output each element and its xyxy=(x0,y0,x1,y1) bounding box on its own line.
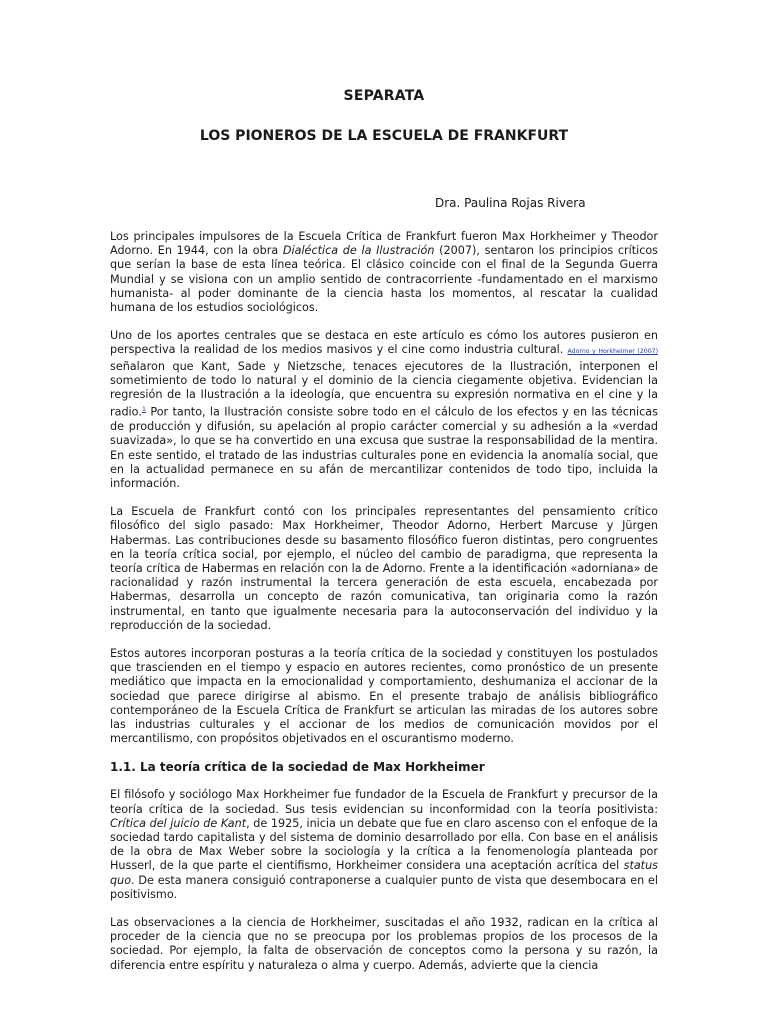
paragraph-2: Uno de los aportes centrales que se destaca en este artículo es cómo los autores pusieron en perspectiva la realidad de los medios masivos y el cine como industria cultural. Adorno y Horkheimer (2007) señalaron que Kant, Sade y Nietzsche, tenaces ejecutores de la Ilustración, interponen el sometimiento de todo lo natural y el dominio de la ciencia ciegamente objetiva. Evidencian la regresión de la Ilustración a la ideología, que encuentra su expresión normativa en el cine y la radio.$^1$ Por tanto, la Ilustración consiste sobre todo en el cálculo de los efectos y en las técnicas de producción y difusión, su apelación al propio carácter comercial y su adhesión a la «verdad suavizada», lo que se ha convertido en una excusa que sustrae la responsabilidad de la mentira. En este sentido, el tratado de las industrias culturales pone en evidencia la anomalía social, que en la actualidad permanece en su afán de mercantilizar contenidos de todo tipo, incluida la información. xyxy=(110,329,658,490)
paragraph-3: La Escuela de Frankfurt contó con los principales representantes del pensamiento crítico filosófico del siglo pasado: Max Horkheimer, Theodor Adorno, Herbert Marcuse y Jürgen Habermas. Las contribuciones desde su basamento filosófico fueron distintas, pero congruentes en la teoría crítica social, por ejemplo, el núcleo del cambio de paradigma, que representa la teoría crítica de Habermas en relación con la de Adorno. Frente a la identificación «adorniana» de racionalidad y razón instrumental la tercera generación de esta escuela, encabezada por Habermas, desarrolla un concepto de razón comunicativa, tan originaria como la razón instrumental, en tanto que igualmente necesaria para la autoconservación del individuo y la reproducción de la sociedad. xyxy=(110,505,658,632)
paragraph-6: Las observaciones a la ciencia de Horkheimer, suscitadas el año 1932, radican en la crítica al proceder de la ciencia que no se preocupa por los problemas propios de los procesos de la sociedad. Por ejemplo, la falta de observación de conceptos como la persona y su razón, la diferencia entre espíritu y naturaleza o alma y cuerpo. Además, advierte que la ciencia xyxy=(110,916,658,972)
section-heading: 1.1. La teoría crítica de la sociedad de Max Horkheimer xyxy=(110,760,485,775)
citation-link[interactable]: Adorno y Horkheimer (2007) xyxy=(567,348,658,356)
paragraph-1: Los principales impulsores de la Escuela Crítica de Frankfurt fueron Max Horkheimer y Theodor Adorno. En 1944, con la obra Dialéctica de la Ilustración (2007), sentaron los principios críticos que serían la base de esta línea teórica. El clásico coincide con el final de la Segunda Guerra Mundial y se visiona con un amplio sentido de contracorriente -fundamentado en el marxismo humanista- al poder dominante de la ciencia hasta los momentos, al rescatar la cualidad humana de los estudios sociológicos. xyxy=(110,230,659,315)
document-kicker: SEPARATA xyxy=(343,88,425,104)
paragraph-4: Estos autores incorporan posturas a la teoría crítica de la sociedad y constituyen los postulados que trascienden en el tiempo y espacio en autores recientes, como pronóstico de un presente mediático que impacta en la emocionalidad y comportamiento, deshumaniza el accionar de la sociedad que parece dirigirse al abismo. En el presente trabajo de análisis bibliográfico contemporáneo de la Escuela Crítica de Frankfurt se articulan las miradas de los autores sobre las industrias culturales y el accionar de los medios de comunicación movidos por el mercantilismo, con propósitos objetivados en el oscurantismo moderno. xyxy=(110,647,658,746)
author-name: Dra. Paulina Rojas Rivera xyxy=(435,196,586,210)
paragraph-5: El filósofo y sociólogo Max Horkheimer fue fundador de la Escuela de Frankfurt y precursor de la teoría crítica de la sociedad. Sus tesis evidencian su inconformidad con la teoría positivista: Crítica del juicio de Kant, de 1925, inicia un debate que fue en claro ascenso con el enfoque de la sociedad tardo capitalista y del sistema de dominio desarrollado por ella. Con base en el análisis de la obra de Max Weber sobre la sociología y la crítica a la fenomenología planteada por Husserl, de la que parte el cientifismo, Horkheimer considera una aceptación acrítica del status quo. De esta manera consiguió contraponerse a cualquier punto de vista que desembocara en el positivismo. xyxy=(110,788,658,901)
document-title: LOS PIONEROS DE LA ESCUELA DE FRANKFURT xyxy=(199,128,569,144)
footnote-link[interactable]: 1 xyxy=(141,405,147,414)
